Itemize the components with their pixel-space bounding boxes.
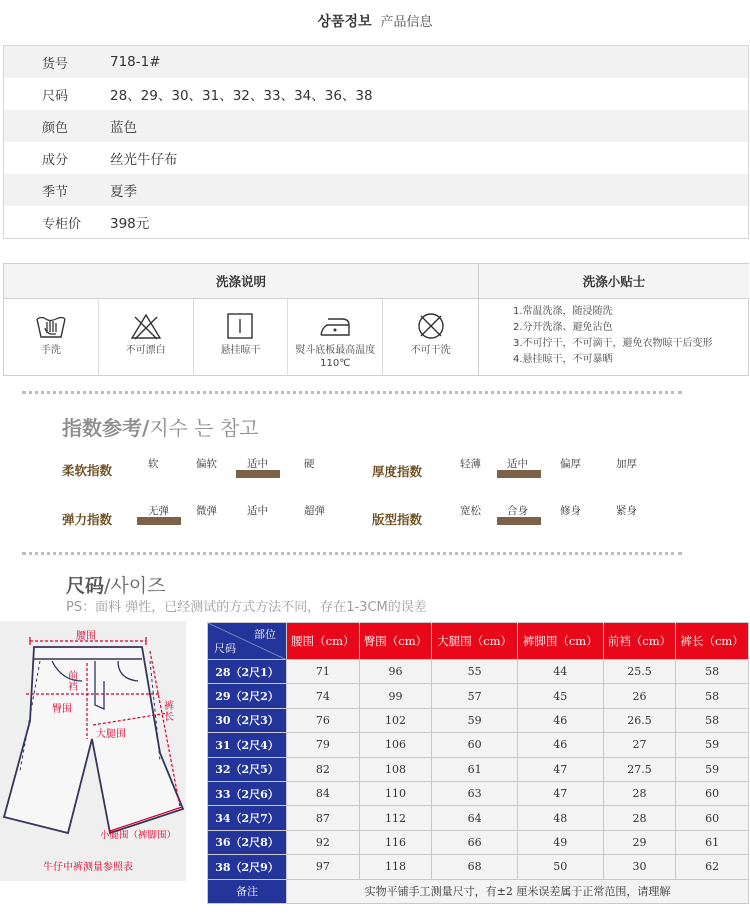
size-subtitle: PS：面料 弹性，已经测试的方式方法不同，存在1-3CM的误差: [66, 600, 427, 615]
diagram-label-thigh: 大腿围: [96, 729, 126, 740]
wash-instructions: [3, 263, 749, 376]
title-korean: 상품정보: [317, 14, 372, 30]
table-cell: 74: [287, 684, 360, 708]
table-cell: 112: [359, 806, 432, 830]
fit-index-label: 版型指数: [372, 512, 423, 527]
table-cell: 62: [676, 855, 749, 879]
table-row: [208, 660, 749, 684]
size-title-korean: /사이즈: [104, 575, 166, 597]
row-size-label: 33（2尺6）: [208, 781, 287, 805]
diagram-label-hip: 臀围: [52, 704, 72, 715]
table-corner: [208, 623, 287, 660]
diagram-caption: 牛仔中裤测量参照表: [43, 862, 133, 873]
table-row: [208, 806, 749, 830]
table-cell: 47: [517, 781, 603, 805]
info-key: 成分: [42, 152, 69, 168]
index-title-korean: 지수 는 참고: [149, 416, 259, 440]
note-text: 实物平铺手工测量尺寸，有±2 厘米误差属于正常范围，请理解: [287, 879, 749, 903]
hand-wash-icon: [34, 311, 68, 341]
info-value: 398元: [110, 216, 150, 232]
wash-tip: 4.悬挂晾干，不可暴晒: [513, 354, 613, 365]
table-cell: 59: [676, 733, 749, 757]
table-cell: 26.5: [603, 708, 676, 732]
column-header: 裤脚围（cm）: [517, 623, 603, 660]
fit-option: 修身: [560, 505, 581, 517]
column-header: 大腿围（cm）: [432, 623, 518, 660]
softness-index-label: 柔软指数: [62, 463, 113, 478]
softness-option: 偏软: [196, 458, 217, 470]
table-row: [208, 781, 749, 805]
table-cell: 106: [359, 733, 432, 757]
elasticity-selected-bar: [137, 517, 181, 525]
row-size-label: 38（2尺9）: [208, 855, 287, 879]
table-cell: 61: [676, 830, 749, 854]
table-cell: 60: [432, 733, 518, 757]
table-cell: 63: [432, 781, 518, 805]
table-cell: 82: [287, 757, 360, 781]
info-key: 颜色: [42, 120, 69, 136]
info-key: 专柜价: [42, 216, 82, 232]
dotted-divider: [22, 391, 682, 394]
size-title-chinese: 尺码: [66, 575, 105, 597]
note-label: 备注: [208, 879, 287, 903]
no-dry-clean-icon: [414, 311, 448, 341]
column-header: 前裆（cm）: [603, 623, 676, 660]
size-table-header: [208, 623, 749, 660]
info-row-price: [4, 206, 748, 238]
thickness-option: 轻薄: [460, 458, 481, 470]
table-cell: 60: [676, 806, 749, 830]
table-cell: 96: [359, 660, 432, 684]
table-cell: 55: [432, 660, 518, 684]
row-size-label: 30（2尺3）: [208, 708, 287, 732]
table-cell: 46: [517, 733, 603, 757]
diagram-label-hem: 小腿围（裤脚围）: [100, 830, 177, 841]
table-cell: 57: [432, 684, 518, 708]
table-row: [208, 708, 749, 732]
diagram-label-waist: 腰围: [76, 631, 96, 642]
product-info-table: [3, 45, 749, 239]
corner-bottom-label: 尺码: [214, 642, 236, 655]
elasticity-option: 微弹: [196, 505, 217, 517]
table-cell: 28: [603, 781, 676, 805]
table-cell: 59: [676, 757, 749, 781]
table-cell: 79: [287, 733, 360, 757]
table-cell: 58: [676, 660, 749, 684]
size-table: [207, 622, 749, 904]
info-key: 货号: [42, 56, 69, 72]
softness-option: 适中: [247, 458, 268, 470]
row-size-label: 36（2尺8）: [208, 830, 287, 854]
hang-dry-icon: [223, 311, 257, 341]
wash-tips-list: [479, 299, 749, 376]
table-cell: 68: [432, 855, 518, 879]
table-cell: 27: [603, 733, 676, 757]
info-value: 718-1#: [110, 54, 161, 70]
wash-cell-hang-dry: [194, 299, 289, 376]
table-cell: 108: [359, 757, 432, 781]
elasticity-option: 无弹: [148, 505, 169, 517]
column-header: 臀围（cm）: [359, 623, 432, 660]
table-cell: 44: [517, 660, 603, 684]
elasticity-index-label: 弹力指数: [62, 512, 113, 527]
thickness-option: 偏厚: [560, 458, 581, 470]
title-chinese: 产品信息: [380, 15, 433, 30]
table-cell: 118: [359, 855, 432, 879]
shorts-diagram-icon: [0, 621, 186, 881]
iron-icon: [318, 311, 352, 341]
table-cell: 50: [517, 855, 603, 879]
table-cell: 46: [517, 708, 603, 732]
table-cell: 66: [432, 830, 518, 854]
table-cell: 102: [359, 708, 432, 732]
wash-cell-no-dry-clean: [383, 299, 478, 376]
info-key: 尺码: [42, 88, 69, 104]
table-cell: 58: [676, 684, 749, 708]
thickness-option: 加厚: [616, 458, 637, 470]
index-title-chinese: 指数参考/: [62, 416, 150, 440]
table-cell: 87: [287, 806, 360, 830]
table-cell: 30: [603, 855, 676, 879]
wash-label: 不可漂白: [125, 345, 166, 356]
table-cell: 71: [287, 660, 360, 684]
table-cell: 28: [603, 806, 676, 830]
size-title: [66, 571, 165, 598]
diagram-label-length: 裤长: [164, 701, 174, 723]
table-cell: 27.5: [603, 757, 676, 781]
wash-tip: 3.不可拧干，不可滴干，避免衣物晾干后变形: [513, 338, 713, 349]
fit-option: 紧身: [616, 505, 637, 517]
table-cell: 48: [517, 806, 603, 830]
table-cell: 49: [517, 830, 603, 854]
table-cell: 110: [359, 781, 432, 805]
thickness-selected-bar: [497, 470, 541, 478]
column-header: 裤长（cm）: [676, 623, 749, 660]
table-cell: 76: [287, 708, 360, 732]
softness-selected-bar: [236, 470, 280, 478]
index-title: [62, 412, 259, 441]
info-value: 夏季: [110, 184, 137, 200]
table-cell: 64: [432, 806, 518, 830]
table-cell: 92: [287, 830, 360, 854]
softness-option: 软: [148, 458, 159, 470]
table-cell: 116: [359, 830, 432, 854]
softness-option: 硬: [304, 458, 315, 470]
table-note-row: [208, 879, 749, 903]
row-size-label: 32（2尺5）: [208, 757, 287, 781]
table-cell: 60: [676, 781, 749, 805]
table-cell: 61: [432, 757, 518, 781]
wash-label: 悬挂晾干: [220, 345, 261, 356]
table-cell: 45: [517, 684, 603, 708]
thickness-index-label: 厚度指数: [372, 464, 423, 479]
info-row-item-no: [4, 46, 748, 78]
row-size-label: 28（2尺1）: [208, 660, 287, 684]
row-size-label: 31（2尺4）: [208, 733, 287, 757]
table-cell: 25.5: [603, 660, 676, 684]
row-size-label: 34（2尺7）: [208, 806, 287, 830]
row-size-label: 29（2尺2）: [208, 684, 287, 708]
info-value: 蓝色: [110, 120, 137, 136]
wash-tips-title: 洗涤小贴士: [479, 264, 749, 299]
elasticity-option: 适中: [247, 505, 268, 517]
info-row-color: [4, 110, 748, 142]
elasticity-option: 超弹: [304, 505, 325, 517]
wash-title: 洗涤说明: [4, 264, 479, 299]
wash-tip: 2.分开洗涤、避免沾色: [513, 322, 613, 333]
table-row: [208, 684, 749, 708]
wash-cell-iron: [288, 299, 383, 376]
fit-selected-bar: [497, 517, 541, 525]
wash-label: 手洗: [40, 345, 61, 356]
table-cell: 59: [432, 708, 518, 732]
table-row: [208, 830, 749, 854]
table-cell: 84: [287, 781, 360, 805]
table-row: [208, 855, 749, 879]
corner-top-label: 部位: [254, 628, 276, 641]
diagram-label-front-rise: 前裆: [68, 671, 78, 693]
wash-tip: 1.常温洗涤，随浸随洗: [513, 306, 613, 317]
wash-cell-no-bleach: [99, 299, 194, 376]
wash-label: 熨斗底板最高温度110℃: [295, 345, 376, 369]
table-cell: 29: [603, 830, 676, 854]
wash-icons: [4, 299, 479, 376]
info-key: 季节: [42, 184, 69, 200]
table-cell: 58: [676, 708, 749, 732]
info-row-material: [4, 142, 748, 174]
wash-cell-hand-wash: [4, 299, 99, 376]
no-bleach-icon: [129, 311, 163, 341]
table-row: [208, 757, 749, 781]
table-cell: 47: [517, 757, 603, 781]
fit-option: 宽松: [460, 505, 481, 517]
page-title: [0, 8, 750, 36]
info-row-season: [4, 174, 748, 206]
table-cell: 97: [287, 855, 360, 879]
table-cell: 26: [603, 684, 676, 708]
info-value: 28、29、30、31、32、33、34、36、38: [110, 88, 373, 104]
thickness-option: 适中: [507, 458, 528, 470]
table-cell: 99: [359, 684, 432, 708]
dotted-divider: [22, 552, 682, 555]
fit-option: 合身: [507, 505, 528, 517]
wash-label: 不可干洗: [410, 345, 451, 356]
info-row-size: [4, 78, 748, 110]
table-row: [208, 733, 749, 757]
column-header: 腰围（cm）: [287, 623, 360, 660]
measurement-diagram: [0, 621, 186, 881]
info-value: 丝光牛仔布: [110, 152, 178, 168]
